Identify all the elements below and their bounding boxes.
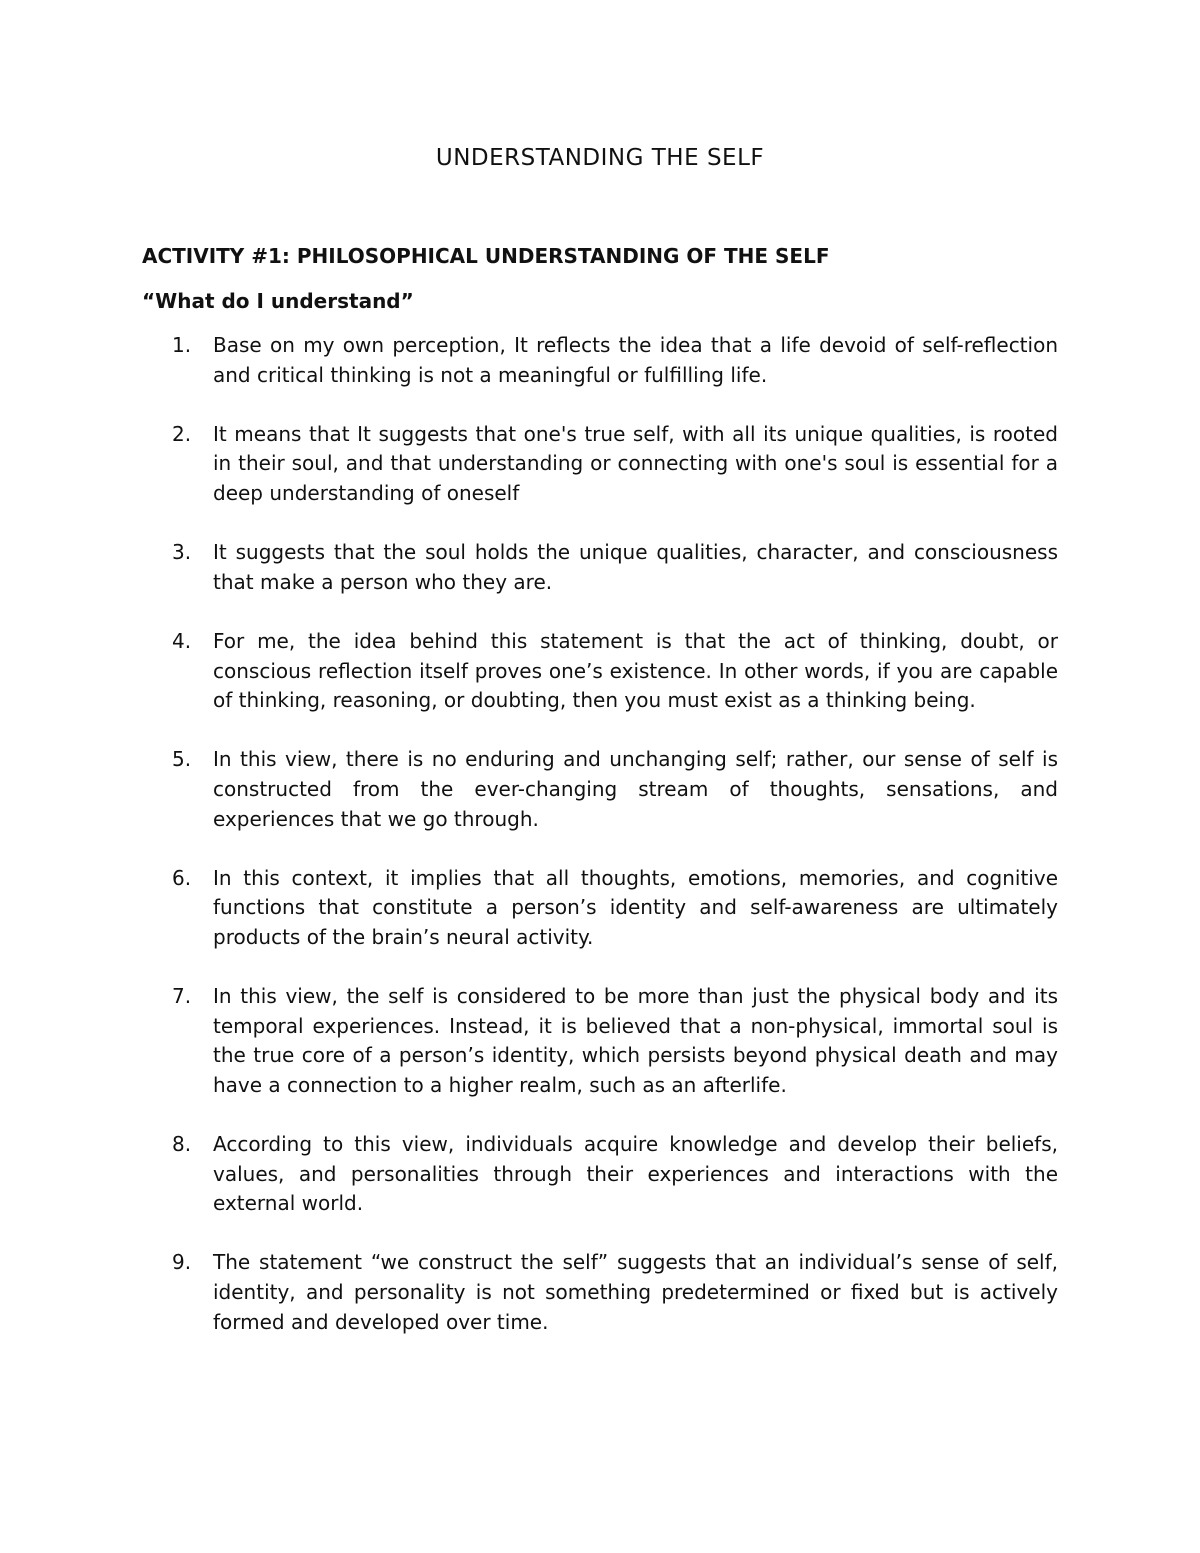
answer-item-4: [142, 627, 1058, 716]
answer-list: [142, 331, 1058, 1367]
answer-number: 2.: [172, 421, 192, 446]
answer-item-8: [142, 1130, 1058, 1219]
answer-item-5: [142, 745, 1058, 834]
answer-text: In this view, there is no enduring and unchanging self; rather, our sense of self is constructed from the ever-changing stream of thoughts, sensations, and experiences that we go through.: [213, 747, 1058, 831]
answer-number: 6.: [172, 865, 192, 890]
answer-item-9: [142, 1248, 1058, 1337]
answer-number: 9.: [172, 1250, 192, 1275]
answer-item-2: [142, 420, 1058, 509]
answer-item-1: [142, 331, 1058, 390]
answer-number: 5.: [172, 747, 192, 772]
answer-number: 4.: [172, 628, 192, 653]
answer-item-6: [142, 864, 1058, 953]
answer-number: 3.: [172, 540, 192, 565]
answer-item-3: [142, 538, 1058, 597]
answer-text: Base on my own perception, It reflects the idea that a life devoid of self-reflection and critical thinking is not a meaningful or fulfilling life.: [213, 333, 1058, 387]
answer-item-7: [142, 982, 1058, 1100]
activity-heading: ACTIVITY #1: PHILOSOPHICAL UNDERSTANDING OF THE SELF: [142, 244, 830, 268]
document-title: UNDERSTANDING THE SELF: [435, 145, 765, 171]
answer-number: 1.: [172, 333, 192, 357]
section-subheading: “What do I understand”: [142, 289, 414, 313]
answer-text: According to this view, individuals acquire knowledge and develop their beliefs, values, and personalities through their experiences and interactions with the external world.: [213, 1132, 1058, 1216]
answer-text: It suggests that the soul holds the unique qualities, character, and consciousness that make a person who they are.: [213, 540, 1058, 594]
answer-text: In this view, the self is considered to be more than just the physical body and its temporal experiences. Instead, it is believed that a non-physical, immortal soul is the true core of a person’s identity, which persists beyond physical death and may have a connection to a higher realm, such as an afterlife.: [213, 984, 1058, 1097]
answer-text: The statement “we construct the self” suggests that an individual’s sense of self, identity, and personality is not something predetermined or fixed but is actively formed and developed over time.: [213, 1250, 1058, 1334]
answer-text: For me, the idea behind this statement is that the act of thinking, doubt, or conscious reflection itself proves one’s existence. In other words, if you are capable of thinking, reasoning, or doubting, then you must exist as a thinking being.: [213, 628, 1058, 713]
answer-number: 7.: [172, 984, 192, 1009]
answer-text: It means that It suggests that one's true self, with all its unique qualities, is rooted in their soul, and that understanding or connecting with one's soul is essential for a deep understanding of oneself: [213, 421, 1058, 505]
answer-number: 8.: [172, 1132, 192, 1157]
answer-text: In this context, it implies that all thoughts, emotions, memories, and cognitive functions that constitute a person’s identity and self-awareness are ultimately products of the brain’s neural activity.: [213, 865, 1058, 949]
